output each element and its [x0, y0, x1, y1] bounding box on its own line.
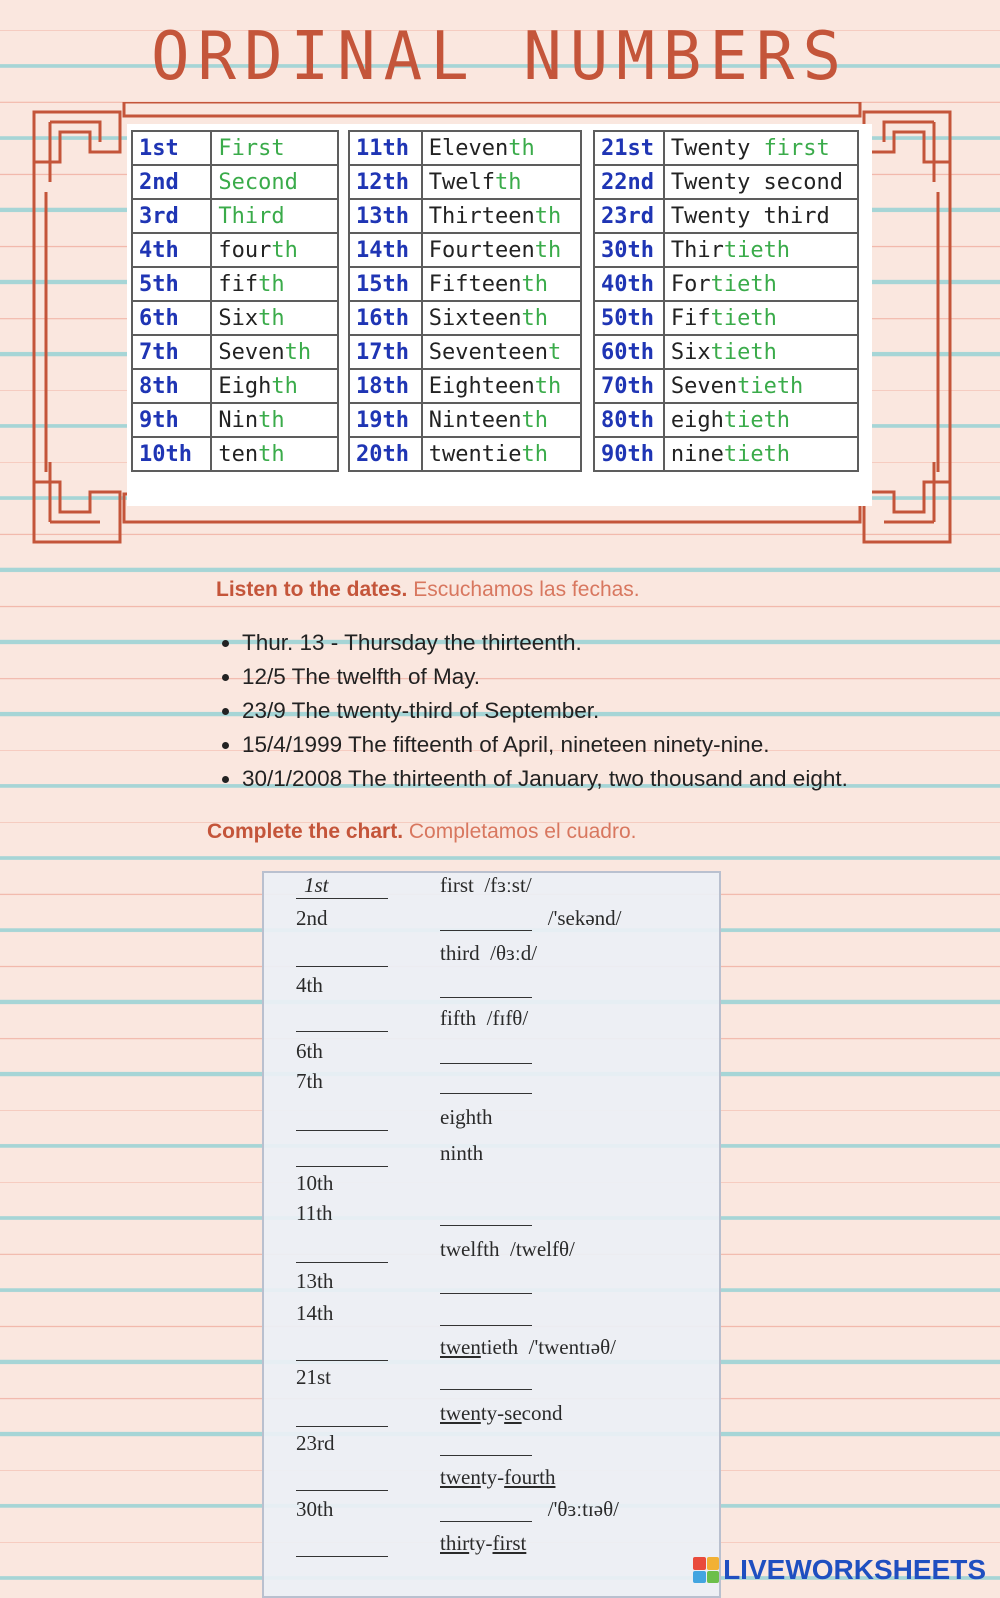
- ordinal-table-1-10: [131, 130, 339, 472]
- chart-row: [264, 1269, 719, 1297]
- chart-number: 6th: [296, 1039, 323, 1063]
- chart-right-cell: [440, 1141, 483, 1167]
- chart-left-cell[interactable]: [296, 1465, 394, 1491]
- ordinal-word: [211, 165, 338, 199]
- ordinal-word-suffix: tieth: [710, 271, 777, 297]
- ordinal-number: 70th: [594, 369, 664, 403]
- ordinal-number: 22nd: [594, 165, 664, 199]
- chart-left-cell: [296, 906, 394, 932]
- ordinal-row: [349, 131, 581, 165]
- chart-right-cell: [440, 1201, 532, 1227]
- chart-word: cond: [521, 1401, 563, 1425]
- ordinal-word: [664, 165, 858, 199]
- logo-tile: [693, 1571, 706, 1584]
- ordinal-word-stem: Fourteen: [428, 237, 535, 263]
- answer-blank-line[interactable]: [440, 1367, 532, 1390]
- ordinal-word: [211, 233, 338, 267]
- chart-number: 13th: [296, 1269, 334, 1293]
- ordinal-word: [422, 233, 581, 267]
- ordinal-word-stem: Nin: [218, 407, 259, 433]
- logo-tile: [707, 1557, 720, 1570]
- ordinal-number: 15th: [349, 267, 422, 301]
- chart-row: [264, 1006, 719, 1034]
- chart-row: [264, 1069, 719, 1097]
- chart-number: 7th: [296, 1069, 323, 1093]
- ordinal-number: 5th: [132, 267, 211, 301]
- chart-row: [264, 1431, 719, 1459]
- answer-blank-line[interactable]: [296, 1262, 388, 1263]
- chart-word: ty-: [480, 1465, 505, 1489]
- chart-right-cell: [440, 1006, 528, 1032]
- chart-number: 11th: [296, 1201, 333, 1225]
- ordinal-word-stem: twentie: [428, 441, 522, 467]
- ordinal-number: 13th: [349, 199, 422, 233]
- listen-heading: [216, 578, 640, 602]
- date-item: • 15/4/1999 The fifteenth of April, nineteen ninety-nine.: [242, 728, 848, 762]
- ordinal-chart-worksheet: [262, 871, 721, 1598]
- chart-number: 23rd: [296, 1431, 335, 1455]
- ordinal-table-21-90: [593, 130, 859, 472]
- chart-word: twelfth /twelfθ/: [440, 1237, 575, 1261]
- ordinal-word: [664, 131, 858, 165]
- listen-heading-en: Listen to the dates.: [216, 578, 408, 601]
- ordinal-word: [664, 233, 858, 267]
- chart-right-cell: [440, 1431, 532, 1457]
- ordinal-number: 14th: [349, 233, 422, 267]
- ordinal-word: [664, 199, 858, 233]
- chart-right-cell: [440, 1335, 616, 1361]
- ordinal-word-suffix: First: [218, 135, 285, 161]
- ordinal-word-suffix: Second: [218, 169, 298, 195]
- ordinal-word-stem: Ninteen: [428, 407, 522, 433]
- chart-left-cell: [296, 1069, 394, 1095]
- ordinal-number: 19th: [349, 403, 422, 437]
- ordinal-word: [211, 403, 338, 437]
- brand-name: LIVEWORKSHEETS: [723, 1554, 986, 1585]
- ordinal-word: [211, 437, 338, 471]
- ordinal-word-suffix: first: [763, 135, 830, 161]
- ordinal-word: [664, 369, 858, 403]
- ordinal-word-stem: Twenty: [670, 135, 764, 161]
- chart-right-cell: [440, 1497, 619, 1523]
- complete-heading-en: Complete the chart.: [207, 820, 404, 843]
- ordinal-row: [132, 301, 338, 335]
- ordinal-word-suffix: th: [521, 305, 549, 331]
- ordinal-row: [594, 165, 858, 199]
- ordinal-row: [594, 403, 858, 437]
- answer-blank-line[interactable]: [296, 1426, 388, 1427]
- chart-left-cell: [296, 973, 394, 999]
- ordinal-row: [594, 369, 858, 403]
- ordinal-word-suffix: tieth: [723, 441, 791, 467]
- ordinal-word-suffix: t: [548, 339, 562, 365]
- ordinal-word-suffix: th: [258, 407, 285, 433]
- ordinal-row: [132, 437, 338, 471]
- answer-blank-line[interactable]: [296, 898, 388, 899]
- answer-blank-line[interactable]: [440, 1041, 532, 1064]
- chart-row: [264, 906, 719, 934]
- ordinal-word: [422, 301, 581, 335]
- chart-right-cell: [440, 1465, 555, 1491]
- chart-row: [264, 973, 719, 1001]
- answer-blank-line[interactable]: [440, 1071, 532, 1094]
- chart-row: [264, 1171, 719, 1199]
- chart-word: eighth: [440, 1105, 493, 1129]
- answer-blank-line[interactable]: [440, 975, 532, 998]
- chart-right-cell: [440, 973, 532, 999]
- ordinal-word: [211, 267, 338, 301]
- chart-left-cell[interactable]: [296, 1105, 394, 1131]
- ordinal-word-suffix: th: [284, 339, 312, 365]
- date-item: • 30/1/2008 The thirteenth of January, two thousand and eight.: [242, 762, 848, 796]
- ordinal-word-suffix: th: [271, 373, 298, 399]
- chart-left-cell[interactable]: [296, 941, 394, 967]
- ordinal-word: [664, 267, 858, 301]
- ordinal-row: [349, 437, 581, 471]
- chart-left-cell: [296, 1365, 394, 1391]
- chart-row: [264, 1201, 719, 1229]
- ordinal-word: [422, 403, 581, 437]
- ordinal-word: [422, 131, 581, 165]
- dates-list: [218, 626, 848, 796]
- chart-word: /'θɜːtɪəθ/: [532, 1497, 619, 1521]
- chart-word: ty-: [480, 1401, 505, 1425]
- logo-tile: [693, 1557, 706, 1570]
- ordinal-word: [211, 199, 338, 233]
- ordinal-row: [132, 403, 338, 437]
- chart-row: [264, 1301, 719, 1329]
- ordinal-word-stem: Sixteen: [428, 305, 522, 331]
- chart-left-cell: [296, 1171, 394, 1197]
- ordinal-word: [422, 267, 581, 301]
- ordinal-word-stem: Six: [670, 339, 711, 365]
- ordinal-row: [349, 233, 581, 267]
- ordinal-row: [594, 199, 858, 233]
- ordinal-row: [594, 437, 858, 471]
- ordinal-word-stem: Seven: [670, 373, 738, 399]
- answer-blank-line[interactable]: [440, 1303, 532, 1326]
- answer-blank-line[interactable]: [440, 1271, 532, 1294]
- ordinal-row: [132, 369, 338, 403]
- ordinal-word-stem: Thirteen: [428, 203, 535, 229]
- chart-row: [264, 873, 719, 901]
- ordinal-word: [211, 369, 338, 403]
- ordinal-row: [349, 165, 581, 199]
- logo-tile: [707, 1571, 720, 1584]
- ordinal-word-suffix: th: [521, 407, 549, 433]
- answer-blank-line[interactable]: [296, 1360, 388, 1361]
- listen-heading-es: Escuchamos las fechas.: [413, 578, 640, 601]
- ordinal-number: 17th: [349, 335, 422, 369]
- answer-blank-line[interactable]: [440, 1499, 532, 1522]
- ordinal-number: 21st: [594, 131, 664, 165]
- chart-left-cell[interactable]: [296, 1006, 394, 1032]
- ordinal-number: 9th: [132, 403, 211, 437]
- ordinal-word-stem: fif: [218, 271, 259, 297]
- chart-row: [264, 1105, 719, 1133]
- ordinal-row: [349, 369, 581, 403]
- ordinal-row: [594, 131, 858, 165]
- liveworksheets-logo-icon: [693, 1557, 719, 1583]
- ordinal-word-stem: Fifteen: [428, 271, 522, 297]
- ordinal-word-suffix: th: [534, 373, 562, 399]
- ordinal-row: [132, 233, 338, 267]
- chart-left-cell: [296, 1201, 394, 1227]
- ordinal-number: 60th: [594, 335, 664, 369]
- ordinal-word: [664, 301, 858, 335]
- chart-left-cell: [296, 1497, 394, 1523]
- ordinal-word-suffix: th: [534, 237, 562, 263]
- ordinal-row: [132, 267, 338, 301]
- ordinal-word-suffix: th: [258, 271, 285, 297]
- chart-row: [264, 1335, 719, 1363]
- chart-right-cell: [440, 1069, 532, 1095]
- chart-number: 4th: [296, 973, 323, 997]
- complete-heading-es: Completamos el cuadro.: [408, 820, 637, 843]
- chart-word: tieth /'twentɪəθ/: [480, 1335, 616, 1359]
- answer-blank-line[interactable]: [440, 1433, 532, 1456]
- ordinal-word-stem: Eighteen: [428, 373, 535, 399]
- liveworksheets-brand: [693, 1554, 986, 1586]
- date-item: • Thur. 13 - Thursday the thirteenth.: [242, 626, 848, 660]
- ordinal-row: [132, 165, 338, 199]
- chart-number: 21st: [296, 1365, 332, 1389]
- chart-left-cell: [296, 1431, 394, 1457]
- answer-blank-line[interactable]: [296, 966, 388, 967]
- ordinal-row: [132, 199, 338, 233]
- chart-right-cell: [440, 906, 622, 932]
- ordinal-row: [132, 131, 338, 165]
- ordinal-word: [422, 369, 581, 403]
- ordinal-row: [349, 301, 581, 335]
- ordinal-word-suffix: th: [521, 271, 549, 297]
- ordinal-row: [594, 233, 858, 267]
- chart-word: fourth: [504, 1465, 556, 1489]
- ordinal-number: 30th: [594, 233, 664, 267]
- ordinal-word: [664, 335, 858, 369]
- chart-right-cell: [440, 1401, 562, 1427]
- ordinal-word-stem: Thir: [670, 237, 724, 263]
- chart-left-cell[interactable]: [296, 1401, 394, 1427]
- chart-word: twen: [440, 1335, 481, 1359]
- chart-row: [264, 1401, 719, 1429]
- chart-word: fifth /fɪfθ/: [440, 1006, 529, 1030]
- ordinal-number: 7th: [132, 335, 211, 369]
- ordinal-word: [422, 335, 581, 369]
- chart-word: third /θɜːd/: [440, 941, 538, 965]
- chart-word: ty-: [469, 1531, 493, 1555]
- ordinal-word-suffix: tieth: [737, 373, 804, 399]
- answer-blank-line[interactable]: [296, 1166, 388, 1167]
- ordinal-row: [594, 335, 858, 369]
- answer-blank-line[interactable]: [440, 908, 532, 931]
- ordinal-word-stem: Eleven: [428, 135, 509, 161]
- ordinal-word: [211, 301, 338, 335]
- ordinal-word-suffix: th: [258, 305, 285, 331]
- ordinal-word-suffix: th: [521, 441, 549, 467]
- ordinal-row: [594, 301, 858, 335]
- chart-left-cell[interactable]: [296, 1237, 394, 1263]
- answer-blank-line[interactable]: [296, 1130, 388, 1131]
- ordinal-number: 6th: [132, 301, 211, 335]
- ordinal-number: 1st: [132, 131, 211, 165]
- chart-right-cell: [440, 1269, 532, 1295]
- chart-number: 14th: [296, 1301, 334, 1325]
- chart-right-cell: [440, 941, 537, 967]
- ordinal-number: 40th: [594, 267, 664, 301]
- ordinal-word: [422, 199, 581, 233]
- chart-right-cell: [440, 1365, 532, 1391]
- ordinal-word-stem: For: [670, 271, 711, 297]
- chart-right-cell: [440, 1237, 575, 1263]
- ordinal-word-stem: eigh: [670, 407, 724, 433]
- ordinal-row: [594, 267, 858, 301]
- ordinal-word-stem: Six: [218, 305, 259, 331]
- ordinal-word-stem: Twenty second: [670, 169, 844, 195]
- ordinal-number: 2nd: [132, 165, 211, 199]
- chart-right-cell: [440, 1531, 526, 1557]
- ordinal-word: [422, 437, 581, 471]
- ordinal-word-stem: Seven: [218, 339, 285, 365]
- ordinal-word-suffix: tieth: [710, 305, 777, 331]
- chart-left-cell: [296, 1039, 394, 1065]
- ordinal-row: [132, 335, 338, 369]
- answer-blank-line[interactable]: [296, 1490, 388, 1491]
- complete-heading: [207, 820, 637, 844]
- chart-word: twen: [440, 1401, 481, 1425]
- chart-number: 10th: [296, 1171, 334, 1195]
- chart-row: [264, 941, 719, 969]
- ordinal-word: [664, 437, 858, 471]
- ordinal-number: 16th: [349, 301, 422, 335]
- chart-row: [264, 1465, 719, 1493]
- ordinal-word-stem: nine: [670, 441, 724, 467]
- answer-blank-line[interactable]: [440, 1203, 532, 1226]
- ordinal-number: 23rd: [594, 199, 664, 233]
- ordinal-number: 18th: [349, 369, 422, 403]
- ordinal-word-suffix: th: [534, 203, 562, 229]
- chart-number: 1st: [304, 873, 329, 897]
- ordinal-table-11-20: [348, 130, 582, 472]
- chart-number: 30th: [296, 1497, 334, 1521]
- chart-row: [264, 1497, 719, 1525]
- ordinal-number: 4th: [132, 233, 211, 267]
- chart-word: ninth: [440, 1141, 484, 1165]
- chart-right-cell: [440, 1301, 532, 1327]
- ordinal-word-suffix: th: [258, 441, 285, 467]
- ordinal-word-suffix: Third: [218, 203, 285, 229]
- ordinal-number: 11th: [349, 131, 422, 165]
- ordinal-number: 3rd: [132, 199, 211, 233]
- chart-number: 2nd: [296, 906, 328, 930]
- answer-blank-line[interactable]: [296, 1556, 388, 1557]
- ordinal-word-stem: Twelf: [428, 169, 496, 195]
- chart-left-cell: [296, 1269, 394, 1295]
- chart-left-cell: [296, 1301, 394, 1327]
- chart-row: [264, 1141, 719, 1169]
- ordinal-row: [349, 199, 581, 233]
- ordinal-number: 8th: [132, 369, 211, 403]
- chart-row: [264, 1237, 719, 1265]
- chart-right-cell: [440, 1039, 532, 1065]
- chart-row: [264, 1039, 719, 1067]
- ordinal-word-suffix: th: [271, 237, 298, 263]
- ordinal-word: [664, 403, 858, 437]
- ordinal-word-stem: Seventeen: [428, 339, 549, 365]
- ordinal-word: [211, 335, 338, 369]
- ordinal-number: 90th: [594, 437, 664, 471]
- page-title: ORDINAL NUMBERS: [151, 18, 849, 96]
- ordinal-word-stem: Eigh: [218, 373, 272, 399]
- ordinal-row: [349, 267, 581, 301]
- ordinal-number: 20th: [349, 437, 422, 471]
- chart-left-cell[interactable]: [296, 1531, 394, 1557]
- chart-row: [264, 1365, 719, 1393]
- chart-left-cell[interactable]: [296, 1141, 394, 1167]
- date-item: • 12/5 The twelfth of May.: [242, 660, 848, 694]
- chart-right-cell: [440, 873, 532, 899]
- ordinal-word-suffix: tieth: [710, 339, 777, 365]
- ordinal-word-stem: ten: [218, 441, 259, 467]
- ordinal-word-suffix: th: [508, 135, 535, 161]
- ordinal-number: 10th: [132, 437, 211, 471]
- ordinal-word-suffix: th: [495, 169, 522, 195]
- answer-blank-line[interactable]: [296, 1031, 388, 1032]
- date-item: • 23/9 The twenty-third of September.: [242, 694, 848, 728]
- ordinal-word-stem: Twenty third: [670, 203, 830, 229]
- chart-word: se: [504, 1401, 522, 1425]
- chart-left-cell[interactable]: [296, 1335, 394, 1361]
- ordinal-word-suffix: tieth: [723, 237, 791, 263]
- ordinal-word-stem: four: [218, 237, 272, 263]
- ordinal-word-stem: Fif: [670, 305, 711, 331]
- chart-left-cell: [296, 873, 394, 899]
- ordinal-word: [211, 131, 338, 165]
- chart-word: first /fɜːst/: [440, 873, 532, 897]
- ordinal-row: [349, 335, 581, 369]
- ordinal-row: [349, 403, 581, 437]
- chart-row: [264, 1531, 719, 1559]
- chart-word: thir: [440, 1531, 470, 1555]
- ordinal-number: 12th: [349, 165, 422, 199]
- chart-word: twen: [440, 1465, 481, 1489]
- ordinal-number: 80th: [594, 403, 664, 437]
- ordinal-word: [422, 165, 581, 199]
- ordinal-word-suffix: tieth: [723, 407, 791, 433]
- chart-word: /'sekənd/: [532, 906, 622, 930]
- chart-word: first: [492, 1531, 527, 1555]
- chart-right-cell: [440, 1105, 493, 1131]
- ordinal-number: 50th: [594, 301, 664, 335]
